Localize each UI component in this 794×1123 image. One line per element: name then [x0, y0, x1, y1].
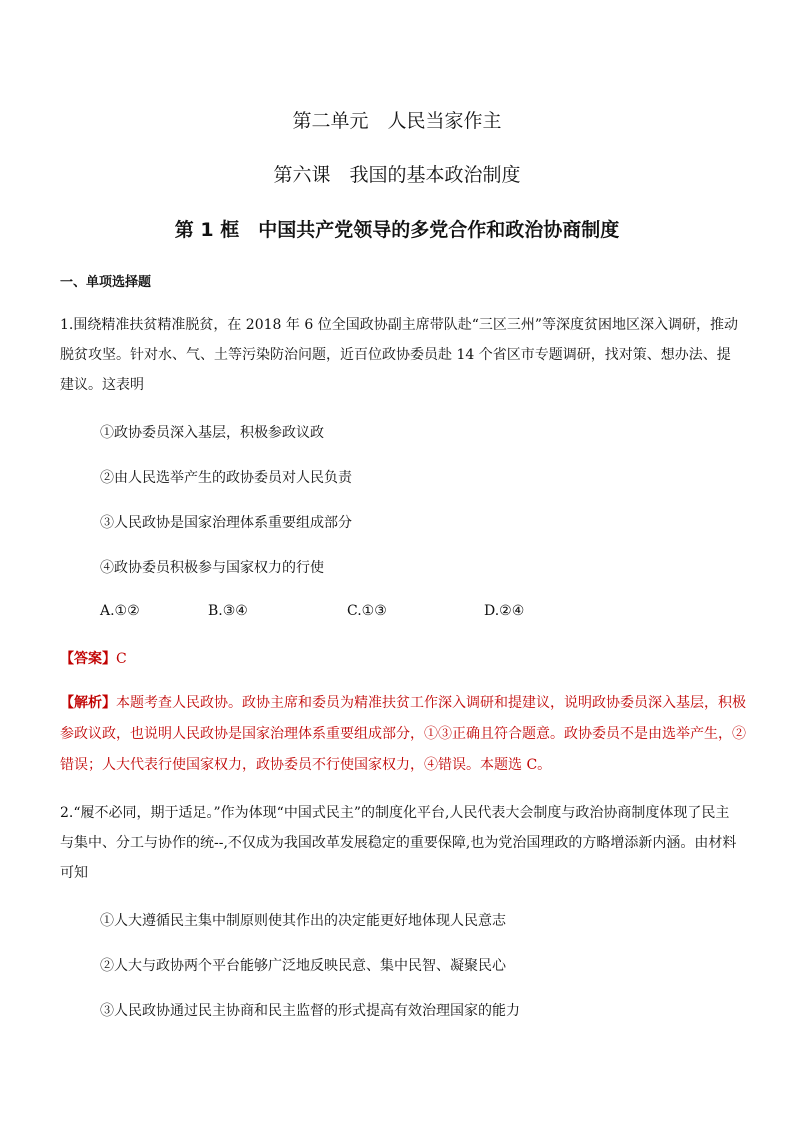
question-1-option-1: ①政协委员深入基层，积极参政议政 [100, 425, 324, 441]
section-title: 一、单项选择题 [60, 275, 152, 290]
answer-value: C [116, 651, 127, 667]
unit-heading: 第二单元 人民当家作主 [292, 110, 502, 132]
question-2-option-1: ①人大遵循民主集中制原则使其作出的决定能更好地体现人民意志 [100, 913, 506, 929]
question-2-stem: 2.“履不必同，期于适足。”作为体现“中国式民主”的制度化平台,人民代表大会制度与政治协商制度体现了民主与集中、分工与协作的统--,不仅成为我国改革发展稳定的重要保障,也为党治国理政的方略增添新内涵。由材料可知 [60, 805, 737, 881]
explanation-label: 【解析】 [60, 695, 116, 711]
answer-label: 【答案】 [60, 651, 116, 667]
explanation-text: 本题考查人民政协。政协主席和委员为精准扶贫工作深入调研和提建议，说明政协委员深入基层，积极参政议政，也说明人民政协是国家治理体系重要组成部分，①③正确且符合题意。政协委员不是由选举产生，②错误；人大代表行使国家权力，政协委员不行使国家权力，④错误。本题选 C。 [60, 695, 746, 773]
lesson-heading: 第六课 我国的基本政治制度 [273, 164, 521, 186]
question-1-choice-a: A.①② [100, 603, 140, 619]
question-1-choice-c: C.①③ [347, 603, 387, 619]
question-1-stem: 1.围绕精准扶贫精准脱贫，在 2018 年 6 位全国政协副主席带队赴“三区三州”等深度贫困地区深入调研，推动脱贫攻坚。针对水、气、土等污染防治问题，近百位政协委员赴 14 个省区市专题调研，找对策、想办法、提建议。这表明 [60, 317, 739, 393]
question-2-option-2: ②人大与政协两个平台能够广泛地反映民意、集中民智、凝聚民心 [100, 958, 506, 974]
question-2-option-3: ③人民政协通过民主协商和民主监督的形式提高有效治理国家的能力 [100, 1003, 520, 1019]
question-1-option-3: ③人民政协是国家治理体系重要组成部分 [100, 515, 352, 531]
question-1-option-4: ④政协委员积极参与国家权力的行使 [100, 560, 324, 576]
question-1-answer [60, 648, 127, 668]
question-1-choice-b: B.③④ [208, 603, 248, 619]
question-1-choice-d: D.②④ [484, 603, 525, 619]
frame-heading: 第 1 框 中国共产党领导的多党合作和政治协商制度 [174, 219, 620, 241]
question-1-explanation [60, 688, 750, 781]
question-1-option-2: ②由人民选举产生的政协委员对人民负责 [100, 470, 352, 486]
